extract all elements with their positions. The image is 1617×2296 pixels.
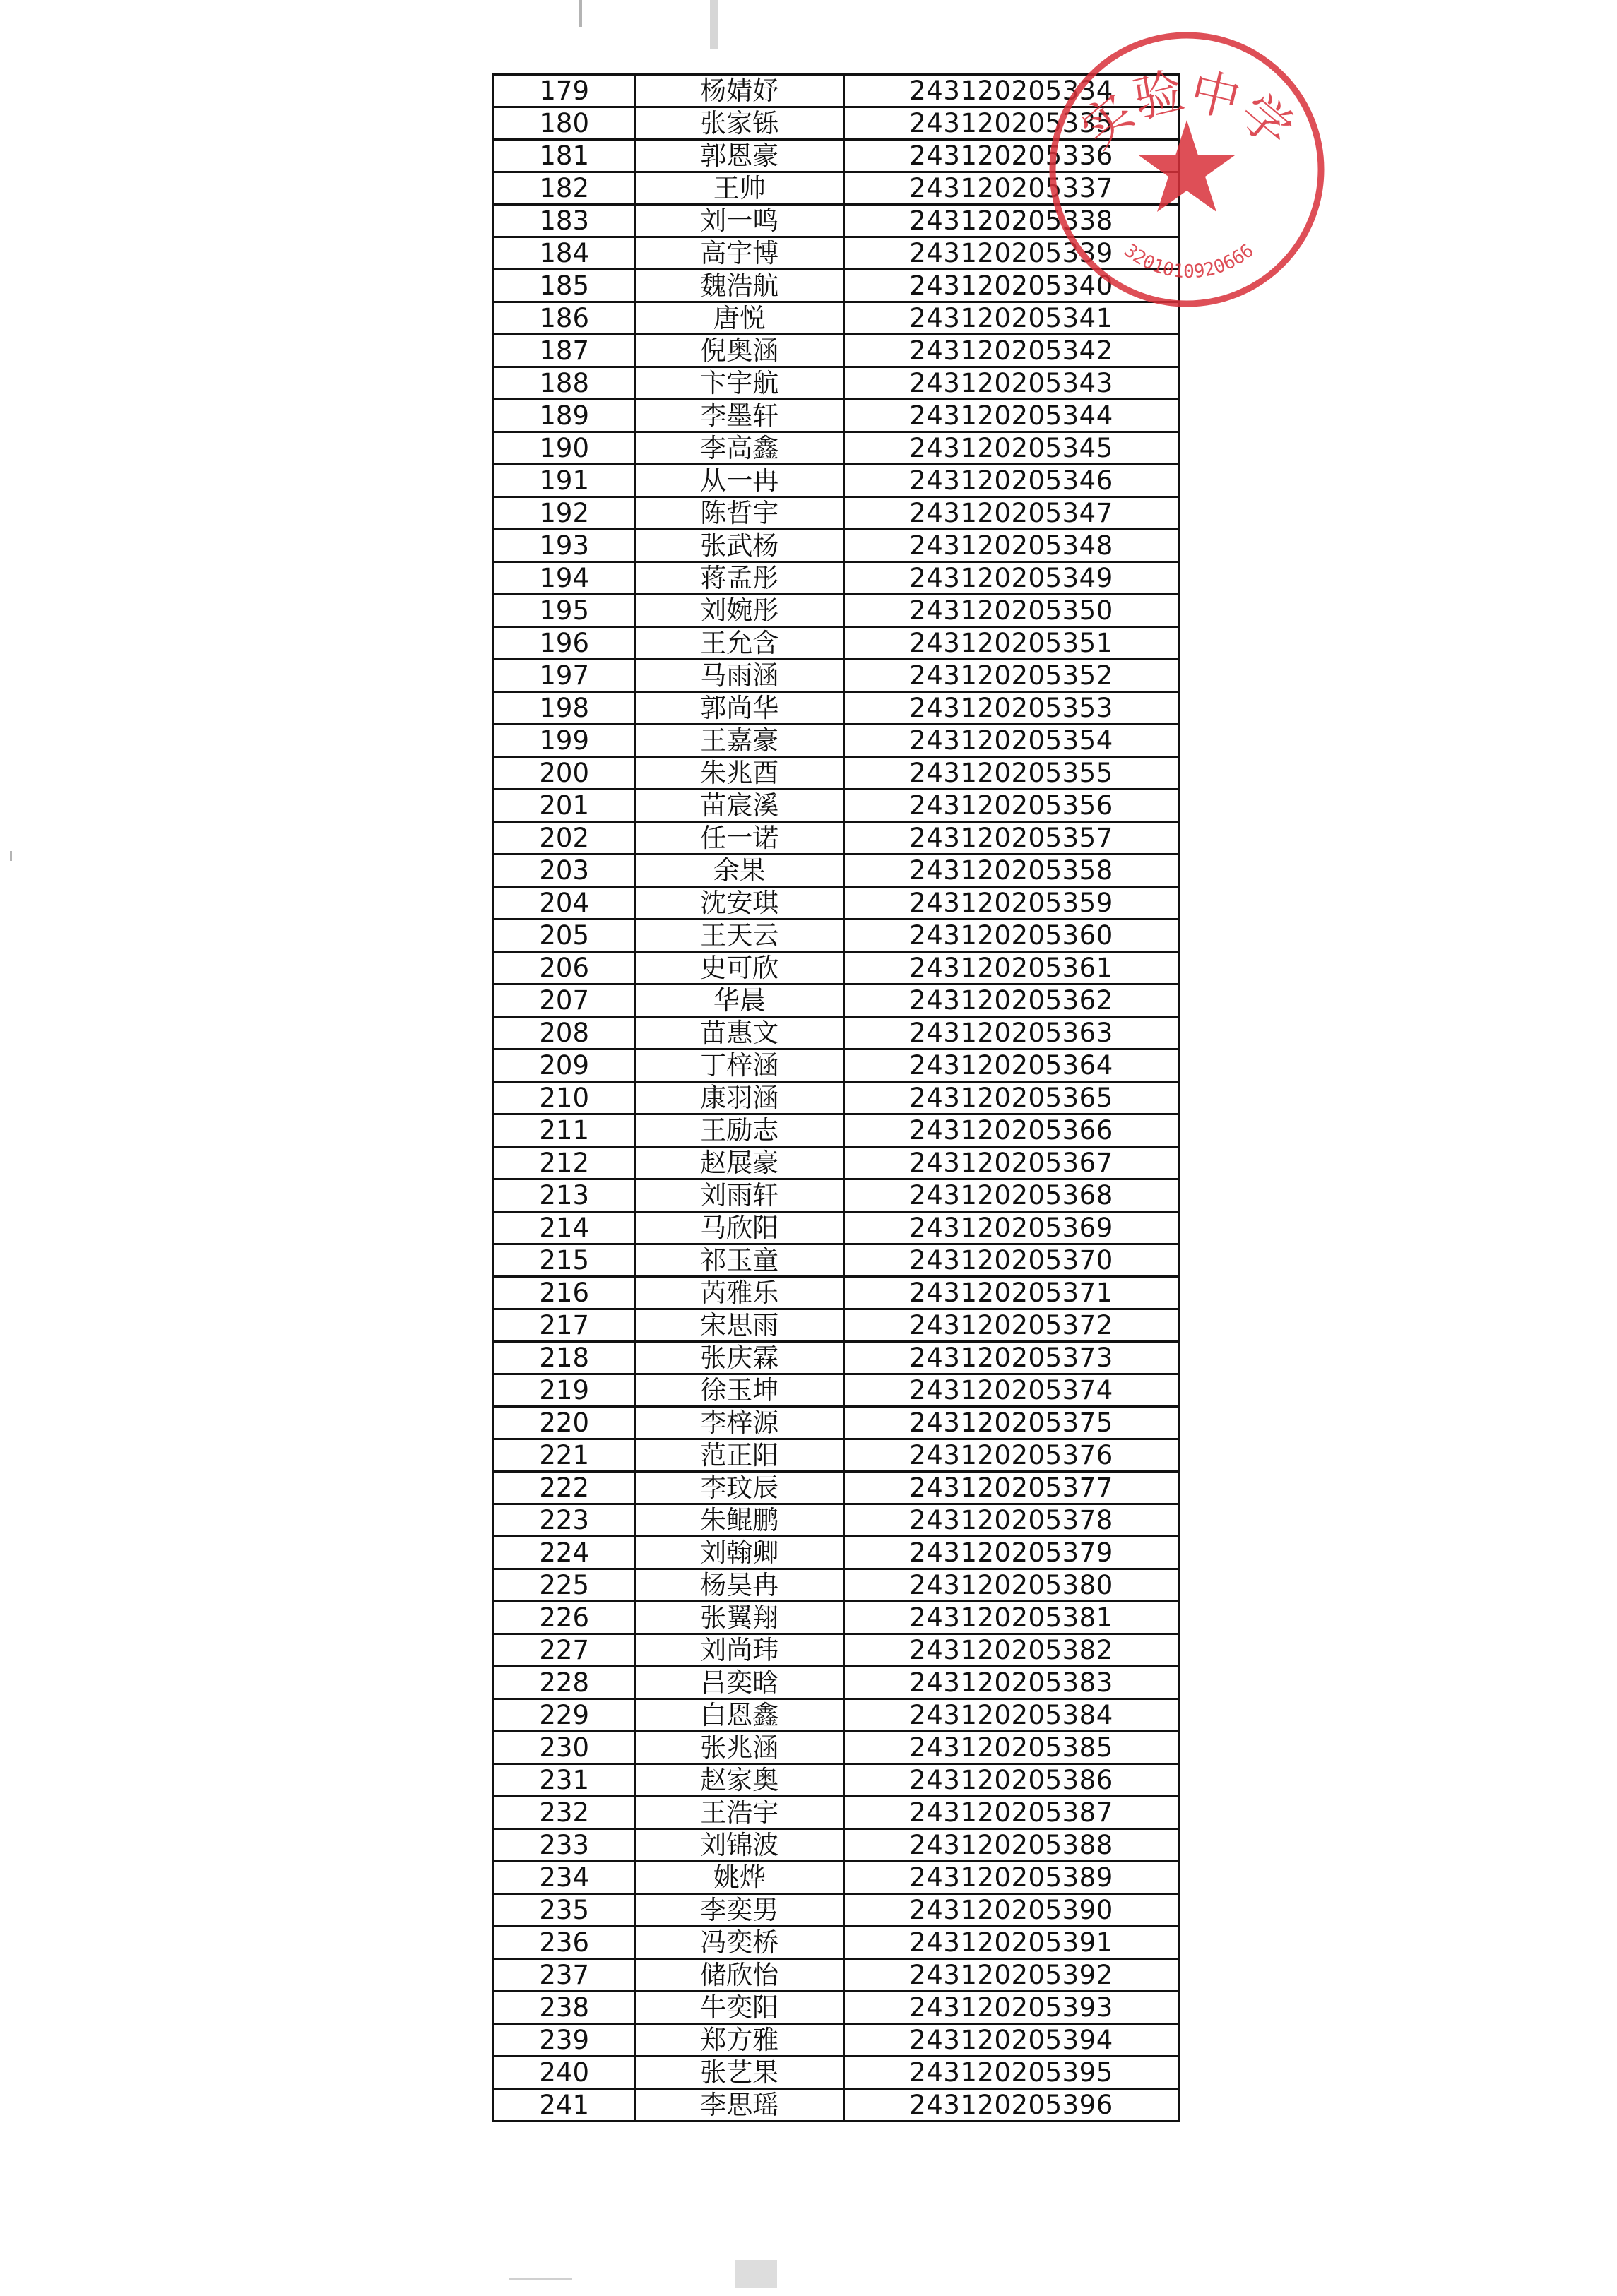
table-row (494, 1147, 1179, 1179)
student-id: 243120205352 (844, 660, 1179, 692)
table-row (494, 562, 1179, 595)
table-row (494, 1927, 1179, 1959)
student-name: 储欣怡 (635, 1959, 844, 1992)
student-name: 任一诺 (635, 822, 844, 855)
scan-artifact (509, 2278, 572, 2280)
table-row (494, 1764, 1179, 1797)
row-number: 222 (494, 1472, 635, 1504)
row-number: 212 (494, 1147, 635, 1179)
row-number: 206 (494, 952, 635, 985)
student-id: 243120205339 (844, 237, 1179, 270)
row-number: 210 (494, 1082, 635, 1114)
student-id: 243120205383 (844, 1667, 1179, 1699)
student-name: 史可欣 (635, 952, 844, 985)
student-name: 张翼翔 (635, 1602, 844, 1634)
table-row (494, 920, 1179, 952)
table-row (494, 757, 1179, 790)
student-name: 杨婧妤 (635, 75, 844, 107)
row-number: 190 (494, 432, 635, 465)
row-number: 196 (494, 627, 635, 660)
row-number: 232 (494, 1797, 635, 1829)
row-number: 191 (494, 465, 635, 497)
student-id: 243120205385 (844, 1732, 1179, 1764)
row-number: 237 (494, 1959, 635, 1992)
student-id: 243120205349 (844, 562, 1179, 595)
table-row (494, 1732, 1179, 1764)
student-name: 芮雅乐 (635, 1277, 844, 1309)
student-id: 243120205342 (844, 335, 1179, 367)
student-id: 243120205386 (844, 1764, 1179, 1797)
row-number: 200 (494, 757, 635, 790)
student-id: 243120205371 (844, 1277, 1179, 1309)
table-row (494, 1862, 1179, 1894)
table-row (494, 692, 1179, 725)
student-name: 张兆涵 (635, 1732, 844, 1764)
student-id: 243120205360 (844, 920, 1179, 952)
student-id: 243120205390 (844, 1894, 1179, 1927)
student-id: 243120205351 (844, 627, 1179, 660)
student-name: 李思瑶 (635, 2089, 844, 2122)
student-name: 宋思雨 (635, 1309, 844, 1342)
row-number: 211 (494, 1114, 635, 1147)
student-id: 243120205372 (844, 1309, 1179, 1342)
row-number: 189 (494, 400, 635, 432)
student-id: 243120205353 (844, 692, 1179, 725)
student-name: 卞宇航 (635, 367, 844, 400)
table-row (494, 1374, 1179, 1407)
seal-code: 3201010920666 (1120, 239, 1258, 283)
table-row (494, 1959, 1179, 1992)
student-name: 刘尚玮 (635, 1634, 844, 1667)
student-name: 徐玉坤 (635, 1374, 844, 1407)
row-number: 236 (494, 1927, 635, 1959)
table-row (494, 1244, 1179, 1277)
student-name: 李墨轩 (635, 400, 844, 432)
table-row (494, 887, 1179, 920)
table-row (494, 725, 1179, 757)
student-name: 白恩鑫 (635, 1699, 844, 1732)
table-row (494, 985, 1179, 1017)
table-row (494, 1017, 1179, 1049)
student-id: 243120205348 (844, 530, 1179, 562)
row-number: 202 (494, 822, 635, 855)
student-id: 243120205336 (844, 140, 1179, 172)
table-row (494, 1082, 1179, 1114)
table-row (494, 627, 1179, 660)
student-id: 243120205387 (844, 1797, 1179, 1829)
student-name: 丁梓涵 (635, 1049, 844, 1082)
scan-artifact (579, 0, 582, 27)
student-name: 李高鑫 (635, 432, 844, 465)
table-row (494, 1797, 1179, 1829)
student-name: 张家铄 (635, 107, 844, 140)
student-name: 郭恩豪 (635, 140, 844, 172)
student-id: 243120205361 (844, 952, 1179, 985)
table-row (494, 1114, 1179, 1147)
table-row (494, 1439, 1179, 1472)
student-name: 杨昊冉 (635, 1569, 844, 1602)
student-name: 陈哲宇 (635, 497, 844, 530)
student-name: 朱鲲鹏 (635, 1504, 844, 1537)
student-name: 王励志 (635, 1114, 844, 1147)
row-number: 192 (494, 497, 635, 530)
row-number: 195 (494, 595, 635, 627)
table-row (494, 1342, 1179, 1374)
student-id: 243120205340 (844, 270, 1179, 302)
student-id: 243120205337 (844, 172, 1179, 205)
student-id: 243120205347 (844, 497, 1179, 530)
student-id: 243120205381 (844, 1602, 1179, 1634)
row-number: 182 (494, 172, 635, 205)
student-id: 243120205359 (844, 887, 1179, 920)
student-name: 刘婉彤 (635, 595, 844, 627)
table-row (494, 465, 1179, 497)
student-name: 刘翰卿 (635, 1537, 844, 1569)
student-id: 243120205366 (844, 1114, 1179, 1147)
student-id: 243120205380 (844, 1569, 1179, 1602)
table-row (494, 1699, 1179, 1732)
table-row (494, 1212, 1179, 1244)
student-name: 李奕男 (635, 1894, 844, 1927)
table-row (494, 1634, 1179, 1667)
table-row (494, 595, 1179, 627)
row-number: 213 (494, 1179, 635, 1212)
table-row (494, 855, 1179, 887)
row-number: 203 (494, 855, 635, 887)
table-row (494, 432, 1179, 465)
row-number: 218 (494, 1342, 635, 1374)
student-id: 243120205341 (844, 302, 1179, 335)
student-id: 243120205338 (844, 205, 1179, 237)
student-id: 243120205354 (844, 725, 1179, 757)
row-number: 219 (494, 1374, 635, 1407)
student-id: 243120205379 (844, 1537, 1179, 1569)
student-name: 刘雨轩 (635, 1179, 844, 1212)
row-number: 215 (494, 1244, 635, 1277)
row-number: 231 (494, 1764, 635, 1797)
table-row (494, 1569, 1179, 1602)
student-id: 243120205357 (844, 822, 1179, 855)
student-roster-table (492, 73, 1180, 2122)
row-number: 193 (494, 530, 635, 562)
student-id: 243120205382 (844, 1634, 1179, 1667)
student-id: 243120205346 (844, 465, 1179, 497)
row-number: 198 (494, 692, 635, 725)
table-row (494, 1829, 1179, 1862)
table-row (494, 1504, 1179, 1537)
student-id: 243120205369 (844, 1212, 1179, 1244)
row-number: 183 (494, 205, 635, 237)
table-row (494, 530, 1179, 562)
student-name: 华晨 (635, 985, 844, 1017)
row-number: 216 (494, 1277, 635, 1309)
row-number: 224 (494, 1537, 635, 1569)
student-id: 243120205334 (844, 75, 1179, 107)
row-number: 205 (494, 920, 635, 952)
table-row (494, 2024, 1179, 2057)
row-number: 188 (494, 367, 635, 400)
student-name: 蒋孟彤 (635, 562, 844, 595)
row-number: 201 (494, 790, 635, 822)
student-name: 王浩宇 (635, 1797, 844, 1829)
student-name: 祁玉童 (635, 1244, 844, 1277)
row-number: 233 (494, 1829, 635, 1862)
student-name: 范正阳 (635, 1439, 844, 1472)
scan-artifact (10, 851, 12, 861)
table-row (494, 1049, 1179, 1082)
student-id: 243120205374 (844, 1374, 1179, 1407)
student-id: 243120205393 (844, 1992, 1179, 2024)
student-id: 243120205377 (844, 1472, 1179, 1504)
student-name: 倪奥涵 (635, 335, 844, 367)
row-number: 228 (494, 1667, 635, 1699)
star-icon (1139, 120, 1235, 212)
student-name: 魏浩航 (635, 270, 844, 302)
row-number: 194 (494, 562, 635, 595)
student-id: 243120205389 (844, 1862, 1179, 1894)
student-id: 243120205375 (844, 1407, 1179, 1439)
student-id: 243120205378 (844, 1504, 1179, 1537)
student-id: 243120205384 (844, 1699, 1179, 1732)
student-name: 郭尚华 (635, 692, 844, 725)
table-row (494, 1894, 1179, 1927)
row-number: 227 (494, 1634, 635, 1667)
row-number: 187 (494, 335, 635, 367)
official-seal (1038, 21, 1335, 318)
student-id: 243120205365 (844, 1082, 1179, 1114)
student-name: 马欣阳 (635, 1212, 844, 1244)
student-name: 张武杨 (635, 530, 844, 562)
student-name: 刘一鸣 (635, 205, 844, 237)
student-name: 余果 (635, 855, 844, 887)
row-number: 204 (494, 887, 635, 920)
student-id: 243120205370 (844, 1244, 1179, 1277)
student-id: 243120205344 (844, 400, 1179, 432)
row-number: 184 (494, 237, 635, 270)
row-number: 185 (494, 270, 635, 302)
student-name: 王嘉豪 (635, 725, 844, 757)
table-row (494, 1407, 1179, 1439)
row-number: 225 (494, 1569, 635, 1602)
row-number: 179 (494, 75, 635, 107)
student-id: 243120205373 (844, 1342, 1179, 1374)
student-id: 243120205368 (844, 1179, 1179, 1212)
student-name: 赵家奥 (635, 1764, 844, 1797)
row-number: 181 (494, 140, 635, 172)
scan-artifact (735, 2260, 777, 2288)
row-number: 199 (494, 725, 635, 757)
student-name: 王帅 (635, 172, 844, 205)
table-row (494, 1179, 1179, 1212)
student-id: 243120205391 (844, 1927, 1179, 1959)
student-id: 243120205392 (844, 1959, 1179, 1992)
row-number: 240 (494, 2057, 635, 2089)
table-row (494, 1472, 1179, 1504)
student-id: 243120205394 (844, 2024, 1179, 2057)
student-id: 243120205362 (844, 985, 1179, 1017)
table-row (494, 2057, 1179, 2089)
student-name: 牛奕阳 (635, 1992, 844, 2024)
student-id: 243120205358 (844, 855, 1179, 887)
table-row (494, 1537, 1179, 1569)
roster-body (494, 75, 1179, 2122)
row-number: 220 (494, 1407, 635, 1439)
student-name: 王允含 (635, 627, 844, 660)
table-row (494, 2089, 1179, 2122)
row-number: 235 (494, 1894, 635, 1927)
seal-title: 实验中学 (1070, 61, 1304, 160)
student-name: 高宇博 (635, 237, 844, 270)
row-number: 221 (494, 1439, 635, 1472)
table-row (494, 1309, 1179, 1342)
row-number: 229 (494, 1699, 635, 1732)
student-id: 243120205376 (844, 1439, 1179, 1472)
row-number: 209 (494, 1049, 635, 1082)
student-id: 243120205356 (844, 790, 1179, 822)
row-number: 180 (494, 107, 635, 140)
row-number: 186 (494, 302, 635, 335)
student-id: 243120205395 (844, 2057, 1179, 2089)
student-name: 沈安琪 (635, 887, 844, 920)
student-name: 唐悦 (635, 302, 844, 335)
table-row (494, 790, 1179, 822)
student-name: 马雨涵 (635, 660, 844, 692)
table-row (494, 1992, 1179, 2024)
student-id: 243120205345 (844, 432, 1179, 465)
student-name: 王天云 (635, 920, 844, 952)
row-number: 234 (494, 1862, 635, 1894)
table-row (494, 497, 1179, 530)
student-name: 郑方雅 (635, 2024, 844, 2057)
table-row (494, 335, 1179, 367)
row-number: 226 (494, 1602, 635, 1634)
student-name: 李梓源 (635, 1407, 844, 1439)
row-number: 207 (494, 985, 635, 1017)
table-row (494, 367, 1179, 400)
row-number: 208 (494, 1017, 635, 1049)
student-id: 243120205335 (844, 107, 1179, 140)
row-number: 241 (494, 2089, 635, 2122)
student-id: 243120205364 (844, 1049, 1179, 1082)
student-id: 243120205396 (844, 2089, 1179, 2122)
scan-artifact (710, 0, 718, 49)
student-name: 刘锦波 (635, 1829, 844, 1862)
row-number: 214 (494, 1212, 635, 1244)
student-name: 康羽涵 (635, 1082, 844, 1114)
table-row (494, 400, 1179, 432)
student-id: 243120205343 (844, 367, 1179, 400)
row-number: 217 (494, 1309, 635, 1342)
student-name: 姚烨 (635, 1862, 844, 1894)
row-number: 223 (494, 1504, 635, 1537)
student-name: 从一冉 (635, 465, 844, 497)
student-id: 243120205388 (844, 1829, 1179, 1862)
student-name: 苗宸溪 (635, 790, 844, 822)
student-name: 吕奕晗 (635, 1667, 844, 1699)
student-name: 张庆霖 (635, 1342, 844, 1374)
student-id: 243120205367 (844, 1147, 1179, 1179)
student-id: 243120205363 (844, 1017, 1179, 1049)
student-name: 苗惠文 (635, 1017, 844, 1049)
row-number: 197 (494, 660, 635, 692)
table-row (494, 1602, 1179, 1634)
student-name: 朱兆酉 (635, 757, 844, 790)
student-name: 李玟辰 (635, 1472, 844, 1504)
student-name: 张艺果 (635, 2057, 844, 2089)
student-id: 243120205350 (844, 595, 1179, 627)
student-name: 赵展豪 (635, 1147, 844, 1179)
table-row (494, 952, 1179, 985)
table-row (494, 660, 1179, 692)
student-id: 243120205355 (844, 757, 1179, 790)
row-number: 239 (494, 2024, 635, 2057)
table-row (494, 1277, 1179, 1309)
row-number: 238 (494, 1992, 635, 2024)
student-name: 冯奕桥 (635, 1927, 844, 1959)
row-number: 230 (494, 1732, 635, 1764)
table-row (494, 1667, 1179, 1699)
table-row (494, 822, 1179, 855)
